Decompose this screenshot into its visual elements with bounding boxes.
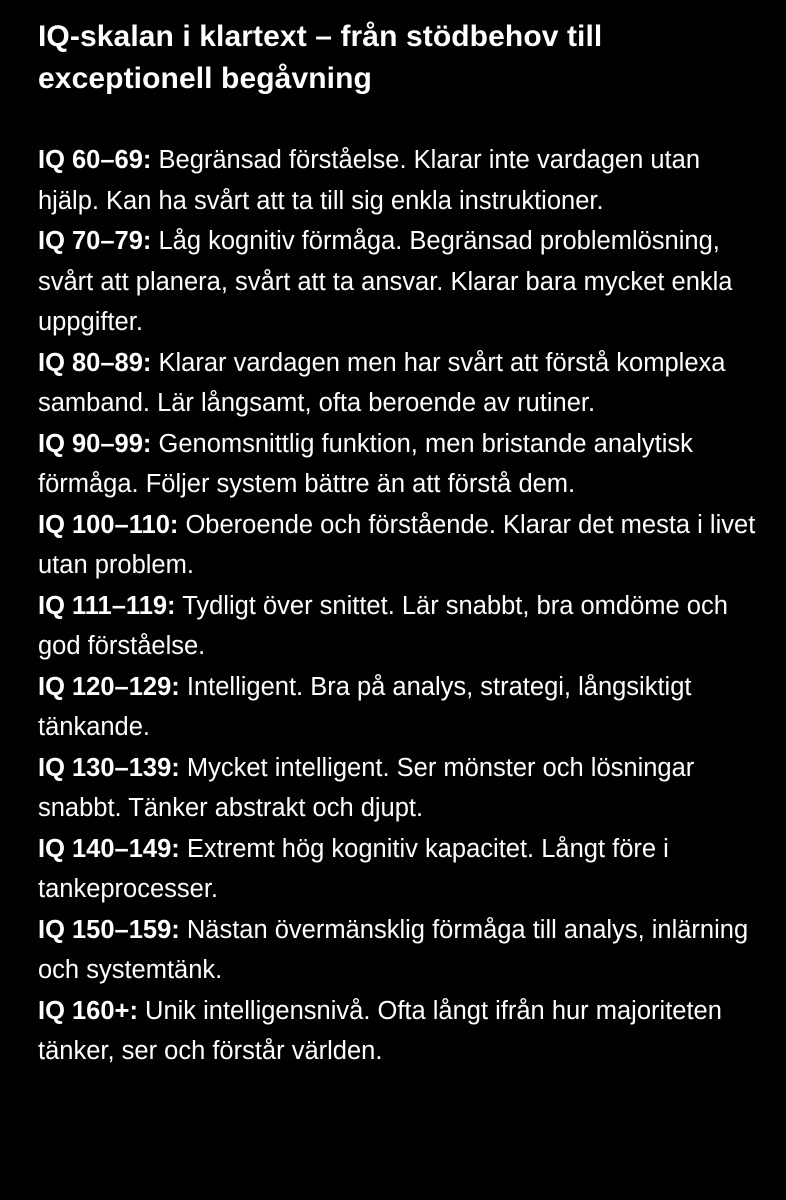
iq-description: Oberoende och förstående. Klarar det mesta i livet utan problem.: [38, 510, 756, 579]
iq-description: Mycket intelligent. Ser mönster och lösningar snabbt. Tänker abstrakt och djupt.: [38, 753, 695, 822]
iq-range-label: IQ 140–149:: [38, 834, 180, 863]
iq-entry: [38, 505, 768, 586]
iq-entry: [38, 829, 768, 910]
iq-scale-list: [38, 140, 768, 1072]
iq-range-label: IQ 60–69:: [38, 146, 152, 174]
iq-range-label: IQ 80–89:: [38, 348, 152, 377]
iq-range-label: IQ 90–99:: [38, 429, 152, 458]
iq-entry: [38, 748, 768, 829]
iq-entry: [38, 586, 768, 667]
iq-entry: [38, 910, 768, 991]
iq-description: Tydligt över snittet. Lär snabbt, bra omdöme och god förståelse.: [38, 591, 728, 660]
iq-range-label: IQ 120–129:: [38, 672, 180, 701]
iq-range-label: IQ 100–110:: [38, 510, 179, 539]
iq-description: Intelligent. Bra på analys, strategi, långsiktigt tänkande.: [38, 672, 692, 741]
iq-entry: [38, 991, 768, 1072]
iq-description: Låg kognitiv förmåga. Begränsad problemlösning, svårt att planera, svårt att ta ansvar. Klarar bara mycket enkla uppgifter.: [38, 227, 733, 336]
page-title: IQ-skalan i klartext – från stödbehov till exceptionell begåvning: [38, 20, 603, 95]
iq-description: Unik intelligensnivå. Ofta långt ifrån hur majoriteten tänker, ser och förstår världen.: [38, 996, 722, 1065]
iq-range-label: IQ 111–119:: [38, 591, 176, 620]
document: [38, 16, 768, 1072]
iq-description: Genomsnittlig funktion, men bristande analytisk förmåga. Följer system bättre än att förstå dem.: [38, 429, 693, 498]
iq-description: Nästan övermänsklig förmåga till analys, inlärning och systemtänk.: [38, 915, 749, 984]
iq-description: Klarar vardagen men har svårt att förstå komplexa samband. Lär långsamt, ofta beroende av rutiner.: [38, 348, 726, 417]
iq-entry: [38, 221, 768, 343]
iq-description: Begränsad förståelse. Klarar inte vardagen utan hjälp. Kan ha svårt att ta till sig enkla instruktioner.: [38, 146, 701, 215]
iq-range-label: IQ 160+:: [38, 996, 138, 1025]
iq-range-label: IQ 150–159:: [38, 915, 180, 944]
iq-range-label: IQ 130–139:: [38, 753, 180, 782]
iq-description: Extremt hög kognitiv kapacitet. Långt före i tankeprocesser.: [38, 834, 669, 903]
iq-entry: [38, 140, 768, 221]
iq-entry: [38, 667, 768, 748]
iq-entry: [38, 343, 768, 424]
iq-entry: [38, 424, 768, 505]
iq-range-label: IQ 70–79:: [38, 227, 152, 255]
